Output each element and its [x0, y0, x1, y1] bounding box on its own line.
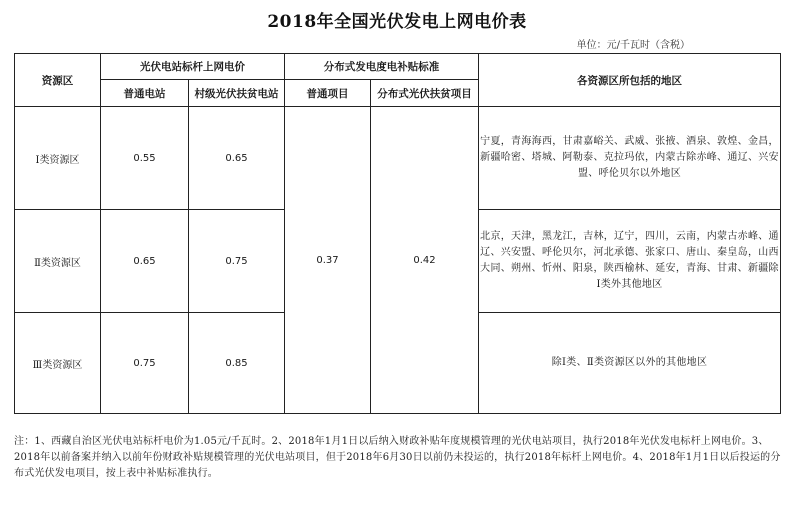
village-poverty-station-price: 0.85 — [189, 313, 285, 414]
footnote: 注：1、西藏自治区光伏电站标杆电价为1.05元/千瓦时。2、2018年1月1日以后纳入财政补贴年度规模管理的光伏电站项目，执行2018年光伏发电标杆上网电价。3、2018年以前备案并纳入以前年份财政补贴规模管理的光伏电站项目，但于2018年6月30日以前仍未投运的，执行2018年标杆上网电价。4、2018年1月1日以后投运的分布式光伏发电项目，按上表中补贴标准执行。 — [14, 436, 781, 479]
price-table — [14, 53, 781, 414]
header-subsidy-group: 分布式发电度电补贴标准 — [285, 54, 479, 80]
header-zone: 资源区 — [15, 54, 101, 107]
areas-cell: 宁夏，青海海西，甘肃嘉峪关、武威、张掖、酒泉、敦煌、金昌，新疆哈密、塔城、阿勒泰、克拉玛依，内蒙古除赤峰、通辽、兴安盟、呼伦贝尔以外地区 — [479, 107, 781, 210]
header-station-group: 光伏电站标杆上网电价 — [101, 54, 285, 80]
zone-cell: Ⅲ类资源区 — [15, 313, 101, 414]
ordinary-station-price: 0.55 — [101, 107, 189, 210]
header-ordinary-project: 普通项目 — [285, 80, 371, 107]
header-village-poverty-station: 村级光伏扶贫电站 — [189, 80, 285, 107]
header-distributed-poverty-project: 分布式光伏扶贫项目 — [371, 80, 479, 107]
table-row — [15, 107, 781, 210]
page-title: 2018年全国光伏发电上网电价表 — [267, 12, 527, 32]
unit-label: 单位：元/千瓦时（含税） — [576, 40, 690, 51]
distributed-poverty-project-subsidy: 0.42 — [371, 107, 479, 414]
ordinary-station-price: 0.75 — [101, 313, 189, 414]
areas-cell: 除Ⅰ类、Ⅱ类资源区以外的其他地区 — [479, 313, 781, 414]
header-ordinary-station: 普通电站 — [101, 80, 189, 107]
zone-cell: Ⅱ类资源区 — [15, 210, 101, 313]
zone-cell: Ⅰ类资源区 — [15, 107, 101, 210]
areas-cell: 北京，天津，黑龙江，吉林，辽宁，四川，云南，内蒙古赤峰、通辽、兴安盟、呼伦贝尔，河北承德、张家口、唐山、秦皇岛，山西大同、朔州、忻州、阳泉，陕西榆林、延安，青海、甘肃、新疆除Ⅰ类外其他地区 — [479, 210, 781, 313]
header-areas: 各资源区所包括的地区 — [479, 54, 781, 107]
village-poverty-station-price: 0.75 — [189, 210, 285, 313]
ordinary-project-subsidy: 0.37 — [285, 107, 371, 414]
village-poverty-station-price: 0.65 — [189, 107, 285, 210]
ordinary-station-price: 0.65 — [101, 210, 189, 313]
